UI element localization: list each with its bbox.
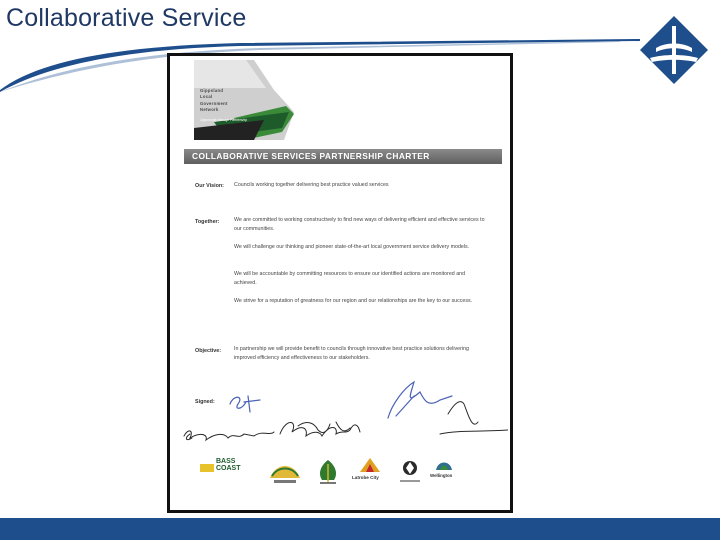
- together-paragraph: We strive for a reputation of greatness for our region and our relationships are the key to our success.: [234, 298, 473, 304]
- network-name: [200, 88, 228, 114]
- network-name-line: Network: [200, 107, 219, 113]
- together-paragraph: We will be accountable by committing resources to ensure our identified actions are monitored and achieved.: [234, 271, 466, 286]
- bass-coast-logo-text: BASS: [216, 458, 236, 465]
- network-tagline: Opportunity through Partnership: [200, 118, 247, 122]
- charter-title: COLLABORATIVE SERVICES PARTNERSHIP CHARTER: [184, 149, 502, 164]
- together-paragraph: We are committed to working constructively to find new ways of delivering efficient and effective services to our communities.: [234, 217, 485, 232]
- vision-label: Our Vision:: [195, 183, 224, 189]
- wellington-logo-mark: [434, 456, 454, 472]
- bass-coast-logo: [216, 458, 241, 472]
- objective-text: In partnership we will provide benefit to councils through innovative best practice solutions delivering improved efficiency and effectiveness to our stakeholders.: [234, 346, 469, 361]
- together-paragraph: We will challenge our thinking and pioneer state-of-the-art local government service delivery models.: [234, 244, 470, 250]
- wellington-logo-text: Wellington: [430, 473, 453, 478]
- vision-text: Councils working together delivering best practice valued services: [234, 182, 389, 188]
- east-gippsland-logo: [314, 458, 342, 486]
- slide-title: Collaborative Service: [6, 4, 247, 32]
- latrobe-city-logo-text: Latrobe City: [352, 475, 379, 480]
- signatures-image: [178, 374, 508, 454]
- south-gippsland-logo: [398, 458, 422, 486]
- council-logos: [216, 456, 456, 488]
- bass-coast-logo-mark: [200, 464, 214, 472]
- objective-label: Objective:: [195, 348, 222, 354]
- baw-baw-logo: [268, 456, 302, 486]
- bass-coast-logo-text: COAST: [216, 465, 241, 472]
- network-name-line: Local: [200, 94, 213, 100]
- signed-label: Signed:: [195, 399, 215, 405]
- together-label: Together:: [195, 219, 220, 225]
- organisation-logo-icon: [636, 14, 712, 86]
- latrobe-city-logo: [352, 456, 388, 486]
- latrobe-city-logo-mark: [358, 456, 382, 474]
- charter-document-image: [167, 53, 513, 513]
- network-name-line: Gippsland: [200, 88, 224, 93]
- wellington-logo: [430, 456, 458, 486]
- network-name-line: Government: [200, 100, 228, 106]
- footer-bar: [0, 518, 720, 540]
